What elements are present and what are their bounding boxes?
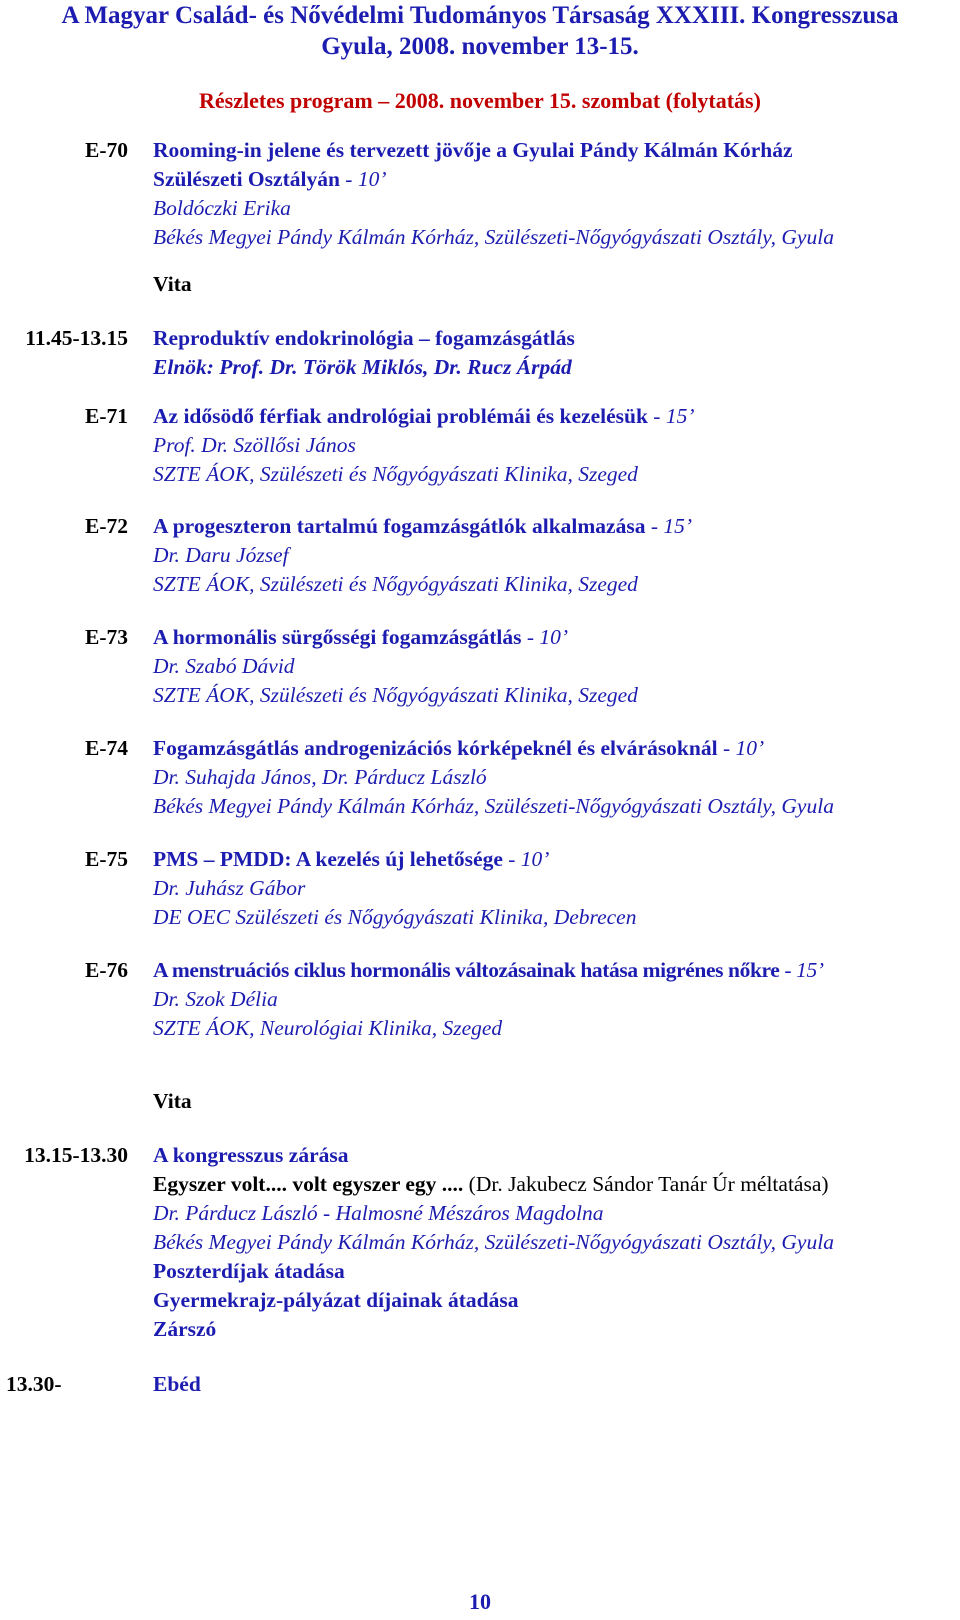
session-time: 11.45-13.15 — [25, 326, 128, 350]
talk-title: Rooming-in jelene és tervezett jövője a Gyulai Pándy Kálmán Kórház — [153, 138, 793, 162]
tribute-title: Egyszer volt.... volt egyszer egy .... — [153, 1172, 464, 1196]
talk-duration: - 10’ — [717, 736, 765, 760]
talk-author: Dr. Juhász Gábor — [153, 876, 306, 900]
talk-affiliation: SZTE ÁOK, Neurológiai Klinika, Szeged — [153, 1016, 503, 1040]
lunch-label: Ebéd — [153, 1372, 201, 1396]
talk-title: Az idősödő férfiak andrológiai problémái és kezelésük — [153, 404, 648, 428]
talk-code: E-71 — [85, 404, 128, 428]
talk-code: E-73 — [85, 625, 128, 649]
talk-code: E-74 — [85, 736, 128, 760]
talk-duration: - 10’ — [339, 167, 387, 191]
discussion-label: Vita — [153, 1089, 192, 1113]
talk-title: A menstruációs ciklus hormonális változásainak hatása migrénes nőkre — [153, 958, 780, 982]
talk-author: Dr. Szok Délia — [153, 987, 278, 1011]
talk-duration: - 15’ — [779, 958, 824, 982]
talk-affiliation: DE OEC Szülészeti és Nőgyógyászati Klinika, Debrecen — [153, 905, 637, 929]
talk-code: E-76 — [85, 958, 128, 982]
talk-author: Boldóczki Erika — [153, 196, 291, 220]
talk-author: Dr. Daru József — [153, 543, 289, 567]
talk-title: A progeszteron tartalmú fogamzásgátlók alkalmazása — [153, 514, 646, 538]
closing-remarks: Zárszó — [153, 1317, 217, 1341]
document-header — [0, 0, 960, 62]
talk-affiliation: SZTE ÁOK, Szülészeti és Nőgyógyászati Klinika, Szeged — [153, 683, 638, 707]
talk-affiliation: SZTE ÁOK, Szülészeti és Nőgyógyászati Klinika, Szeged — [153, 462, 638, 486]
tribute-authors: Dr. Párducz László - Halmosné Mészáros Magdolna — [153, 1201, 604, 1225]
session-chairs: Elnök: Prof. Dr. Török Miklós, Dr. Rucz Árpád — [153, 355, 572, 379]
talk-title: Fogamzásgátlás androgenizációs kórképeknél és elvárásoknál — [153, 736, 718, 760]
program-subtitle: Részletes program – 2008. november 15. szombat (folytatás) — [199, 88, 761, 113]
tribute-affiliation: Békés Megyei Pándy Kálmán Kórház, Szülészeti-Nőgyógyászati Osztály, Gyula — [153, 1230, 834, 1254]
tribute-note: (Dr. Jakubecz Sándor Tanár Úr méltatása) — [463, 1172, 829, 1196]
talk-affiliation: Békés Megyei Pándy Kálmán Kórház, Szülészeti-Nőgyógyászati Osztály, Gyula — [153, 794, 834, 818]
talk-author: Dr. Szabó Dávid — [153, 654, 295, 678]
talk-duration: - 15’ — [647, 404, 695, 428]
congress-place-date: Gyula, 2008. november 13-15. — [321, 33, 639, 60]
talk-title: A hormonális sürgősségi fogamzásgátlás — [153, 625, 522, 649]
talk-duration: - 10’ — [502, 847, 550, 871]
page-number: 10 — [469, 1589, 491, 1614]
talk-affiliation: SZTE ÁOK, Szülészeti és Nőgyógyászati Klinika, Szeged — [153, 572, 638, 596]
talk-duration: - 10’ — [521, 625, 569, 649]
talk-duration: - 15’ — [645, 514, 693, 538]
talk-author: Dr. Suhajda János, Dr. Párducz László — [153, 765, 487, 789]
closing-time: 13.15-13.30 — [24, 1143, 128, 1167]
session-title: Reproduktív endokrinológia – fogamzásgátlás — [153, 326, 575, 350]
talk-code: E-72 — [85, 514, 128, 538]
discussion-label: Vita — [153, 272, 192, 296]
drawing-contest-awards: Gyermekrajz-pályázat díjainak átadása — [153, 1288, 519, 1312]
congress-title: A Magyar Család- és Nővédelmi Tudományos Társaság XXXIII. Kongresszusa — [61, 2, 899, 29]
talk-affiliation: Békés Megyei Pándy Kálmán Kórház, Szülészeti-Nőgyógyászati Osztály, Gyula — [153, 225, 834, 249]
lunch-time: 13.30- — [6, 1372, 62, 1396]
talk-title-cont: Szülészeti Osztályán — [153, 167, 340, 191]
talk-title: PMS – PMDD: A kezelés új lehetősége — [153, 847, 503, 871]
poster-awards: Poszterdíjak átadása — [153, 1259, 345, 1283]
closing-title: A kongresszus zárása — [153, 1143, 349, 1167]
talk-author: Prof. Dr. Szöllősi János — [153, 433, 356, 457]
talk-code: E-70 — [85, 138, 128, 162]
talk-code: E-75 — [85, 847, 128, 871]
